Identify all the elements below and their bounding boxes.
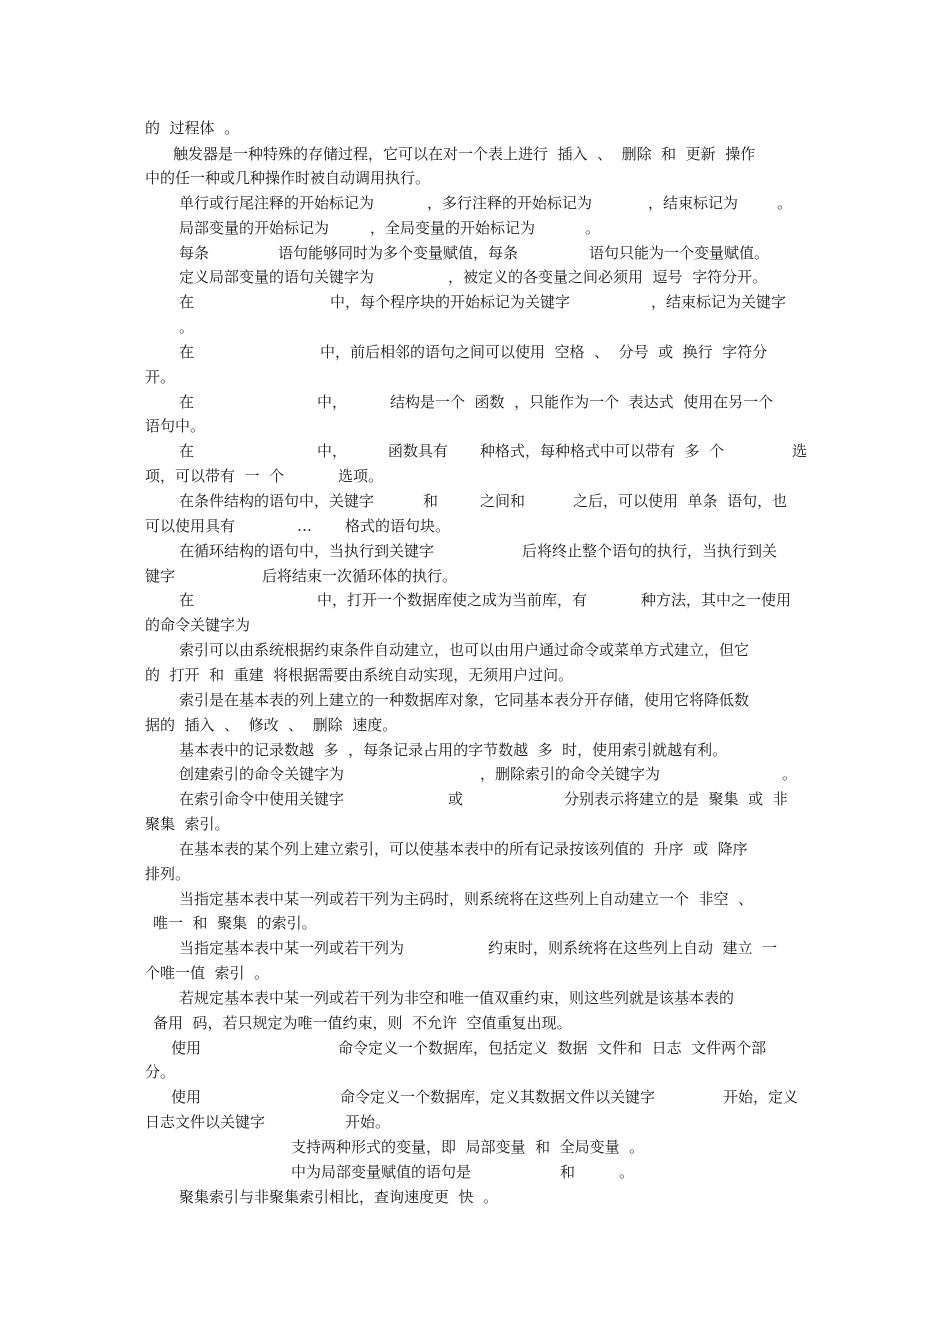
text-segment: 之后，可以使用 单条 语句，也 [573,492,788,510]
text-segment: 在 [179,293,195,311]
text-segment: 后将终止整个语句的执行，当执行到关 [522,542,778,560]
text-line [145,265,810,289]
text-segment: 使用 [171,1088,202,1106]
text-segment: 开。 [145,368,176,386]
text-segment: 约束时，则系统将在这些列上自动 建立 一 [488,939,778,957]
text-segment: 结构是一个 函数 ，只能作为一个 表达式 使用在另一个 [390,393,774,411]
text-segment: 中为局部变量赋值的语句是 [291,1163,472,1181]
text-line [145,539,810,563]
text-segment: 单行或行尾注释的开始标记为 [179,194,375,212]
text-line [145,216,810,240]
text-segment: 支持两种形式的变量，即 局部变量 和 全局变量 。 [291,1138,645,1156]
text-segment: 项，可以带有 一 个 [145,467,285,485]
text-segment: 聚集 索引。 [145,815,230,833]
text-segment: 或 [448,790,464,808]
text-segment: 键字 [145,567,176,585]
text-line [145,1036,810,1060]
text-segment: ，全局变量的开始标记为 [370,219,536,237]
text-line [145,613,810,637]
text-line [145,166,810,190]
text-segment: 。 [179,318,195,336]
text-segment: 命令定义一个数据库，包括定义 数据 文件和 日志 文件两个部 [338,1039,767,1057]
text-segment: 排列。 [145,865,191,883]
text-segment: 在 [179,393,195,411]
text-segment: 语句只能为一个变量赋值。 [589,244,770,262]
text-segment: 在 [179,442,195,460]
text-line [145,961,810,985]
text-segment: 函数具有 [388,442,449,460]
text-line [145,663,810,687]
text-line [145,191,810,215]
text-segment: 唯一 和 聚集 的索引。 [153,914,317,932]
text-segment: 使用 [171,1039,202,1057]
text-line [145,787,810,811]
text-line [145,290,810,314]
text-segment: 的命令关键字为 [145,616,251,634]
text-line [145,340,810,364]
text-segment: 中，前后相邻的语句之间可以使用 空格 、 分号 或 换行 字符分 [320,343,768,361]
text-segment: 命令定义一个数据库，定义其数据文件以关键字 [340,1088,656,1106]
text-segment: 开始，定义 [723,1088,799,1106]
text-line [145,713,810,737]
text-segment: 若规定基本表中某一列或若干列为非空和唯一值双重约束，则这些列就是该基本表的 [179,989,735,1007]
text-line [145,911,810,935]
text-segment: ，结束标记为关键字 [651,293,787,311]
text-line [145,1060,810,1084]
text-line [145,862,810,886]
text-segment: 在条件结构的语句中，关键字 [179,492,375,510]
text-segment: 索引是在基本表的列上建立的一种数据库对象，它同基本表分开存储，使用它将降低数 [179,691,750,709]
text-segment: 选 [792,442,808,460]
text-segment: 。 [619,1163,635,1181]
text-segment: 的 打开 和 重建 将根据需要由系统自动实现，无须用户过问。 [145,666,574,684]
text-segment: ，多行注释的开始标记为 [427,194,593,212]
text-line [145,390,810,414]
text-segment: 在基本表的某个列上建立索引，可以使基本表中的所有记录按该列值的 升序 或 降序 [179,840,748,858]
text-segment: … [297,517,312,535]
text-segment: 在 [179,343,195,361]
text-segment: 之间和 [480,492,526,510]
text-segment: 日志文件以关键字 [145,1113,266,1131]
text-line [145,241,810,265]
text-line [145,1110,810,1134]
text-line [145,812,810,836]
text-line [145,936,810,960]
text-segment: 语句中。 [145,417,206,435]
text-segment: 格式的语句块。 [345,517,451,535]
text-line [145,142,810,166]
text-segment: 种格式，每种格式中可以带有 多 个 [480,442,725,460]
text-segment: 定义局部变量的语句关键字为 [179,268,375,286]
text-segment: 触发器是一种特殊的存储过程，它可以在对一个表上进行 插入 、 删除 和 更新 操作 [173,145,756,163]
text-segment: 据的 插入 、 修改 、 删除 速度。 [145,716,398,734]
text-segment: 局部变量的开始标记为 [179,219,330,237]
text-segment: 的 过程体 。 [145,119,240,137]
text-segment: 中， [317,393,348,411]
text-segment: ，被定义的各变量之间必须用 逗号 字符分开。 [448,268,768,286]
text-segment: 。 [782,765,798,783]
text-segment: 。 [777,194,793,212]
text-segment: 后将结束一次循环体的执行。 [262,567,458,585]
text-segment: ，结束标记为 [648,194,739,212]
text-segment: 中，每个程序块的开始标记为关键字 [330,293,571,311]
text-segment: 开始。 [345,1113,391,1131]
text-segment: 中，打开一个数据库使之成为当前库，有 [317,591,588,609]
text-segment: 分。 [145,1063,176,1081]
text-line [145,1011,810,1035]
text-line [145,439,810,463]
text-line [145,414,810,438]
text-line [145,638,810,662]
text-line [145,365,810,389]
text-segment: 当指定基本表中某一列或若干列为 [179,939,405,957]
text-segment: 在循环结构的语句中，当执行到关键字 [179,542,435,560]
text-segment: 在索引命令中使用关键字 [179,790,345,808]
text-line [145,1185,810,1209]
text-segment: 。 [585,219,601,237]
text-segment: ，删除索引的命令关键字为 [480,765,661,783]
text-segment: 中的任一种或几种操作时被自动调用执行。 [145,169,431,187]
text-line [145,986,810,1010]
text-line [145,837,810,861]
text-line [145,762,810,786]
text-line [145,1085,810,1109]
text-segment: 种方法，其中之一使用 [641,591,792,609]
text-segment: 每条 [179,244,210,262]
text-line [145,489,810,513]
text-segment: 索引可以由系统根据约束条件自动建立，也可以由用户通过命令或菜单方式建立，但它 [179,641,750,659]
text-segment: 基本表中的记录数越 多 ，每条记录占用的字节数越 多 时，使用索引就越有利。 [179,741,728,759]
text-segment: 聚集索引与非聚集索引相比，查询速度更 快 。 [179,1188,499,1206]
text-line [145,1135,810,1159]
text-segment: 语句能够同时为多个变量赋值，每条 [278,244,519,262]
text-line [145,315,810,339]
text-segment: 和 [423,492,439,510]
text-segment: 个唯一值 索引 。 [145,964,270,982]
text-segment: 当指定基本表中某一列或若干列为主码时，则系统将在这些列上自动建立一个 非空 、 [179,890,754,908]
text-segment: 和 [560,1163,576,1181]
text-line [145,1160,810,1184]
text-segment: 在 [179,591,195,609]
text-segment: 创建索引的命令关键字为 [179,765,345,783]
text-segment: 分别表示将建立的是 聚集 或 非 [564,790,788,808]
text-line [145,688,810,712]
text-segment: 中， [317,442,348,460]
text-line [145,116,810,140]
text-line [145,514,810,538]
text-segment: 备用 码，若只规定为唯一值约束，则 不允许 空值重复出现。 [153,1014,572,1032]
text-line [145,588,810,612]
text-line [145,887,810,911]
text-line [145,464,810,488]
text-line [145,564,810,588]
text-line [145,738,810,762]
text-segment: 选项。 [338,467,384,485]
text-segment: 可以使用具有 [145,517,236,535]
